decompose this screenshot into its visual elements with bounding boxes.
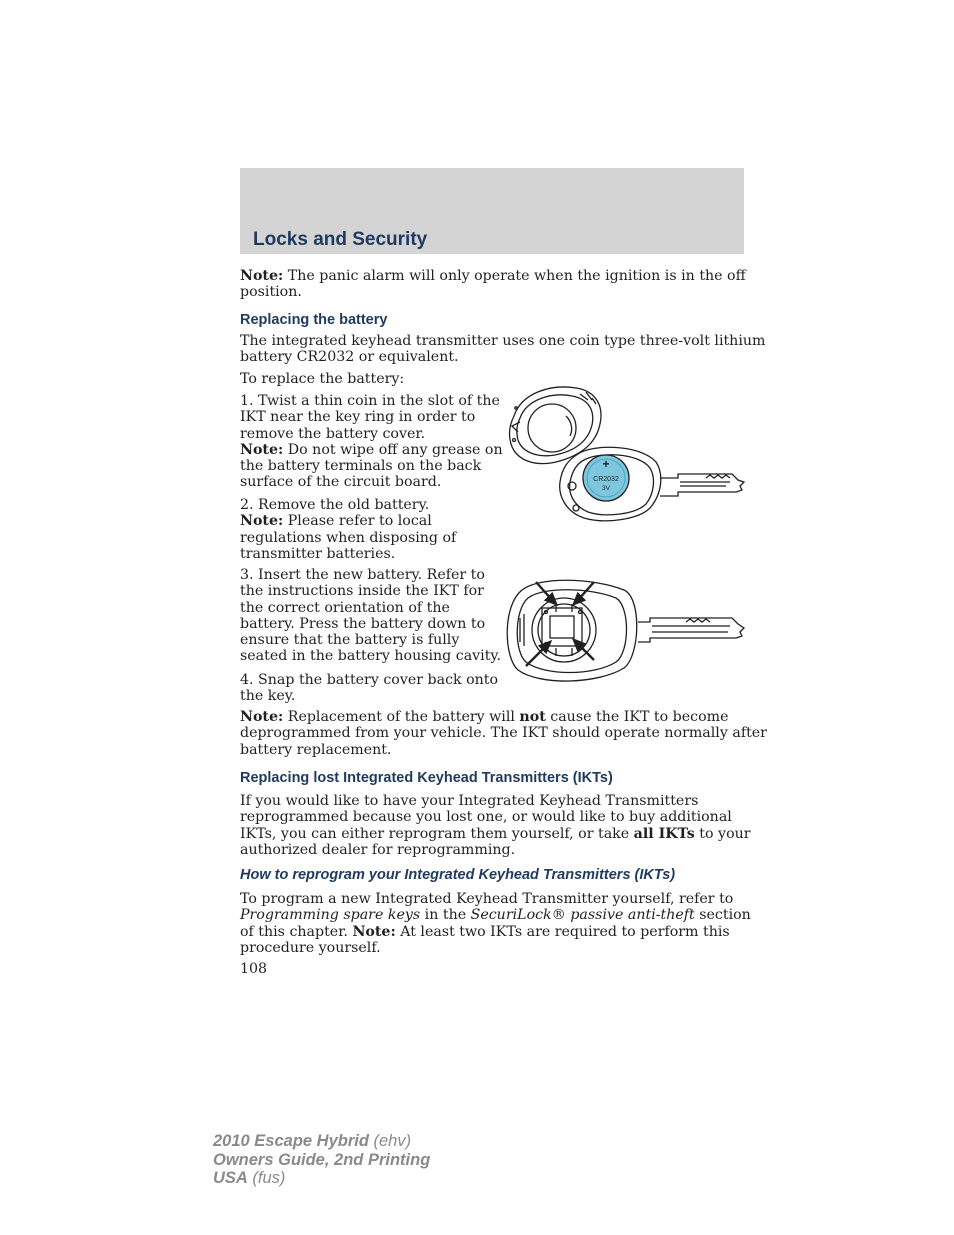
battery-intro: The integrated keyhead transmitter uses one coin type three-volt lithium battery CR2032 or equivalent. (240, 333, 766, 366)
page-number: 108 (240, 961, 268, 977)
footer-model-line: 2010 Escape Hybrid (ehv) (213, 1132, 412, 1150)
step-2: 2. Remove the old battery. Note: Please refer to local regulations when disposing of transmitter batteries. (240, 497, 457, 562)
footer (213, 1132, 430, 1188)
to-replace-label: To replace the battery: (240, 371, 405, 387)
battery-voltage-label: 3V (602, 485, 610, 492)
battery-insert-illustration (500, 576, 748, 688)
step-3: 3. Insert the new battery. Refer to the instructions inside the IKT for the correct orientation of the battery. Press the battery down to ensure that the battery is fully seated in the battery housing cavity. (240, 567, 502, 665)
footer-region-line: USA (fus) (213, 1169, 286, 1187)
step-1: 1. Twist a thin coin in the slot of the IKT near the key ring in order to remove the battery cover. Note: Do not wipe off any grease on the battery terminals on the back surface of the circuit board. (240, 393, 503, 491)
note-panic-alarm: Note: The panic alarm will only operate when the ignition is in the off position. (240, 268, 746, 301)
note-battery-replacement: Note: Replacement of the battery will not cause the IKT to become deprogrammed from your vehicle. The IKT should operate normally after battery replacement. (240, 709, 767, 758)
heading-replacing-battery: Replacing the battery (240, 312, 388, 328)
heading-replacing-lost-ikts: Replacing lost Integrated Keyhead Transmitters (IKTs) (240, 770, 613, 786)
lost-ikts-text: If you would like to have your Integrated Keyhead Transmitters reprogrammed because you lost one, or would like to buy additional IKTs, you can either reprogram them yourself, or take all IKTs to your authorized dealer for reprogramming. (240, 793, 751, 858)
section-title: Locks and Security (253, 229, 428, 250)
reprogram-text: To program a new Integrated Keyhead Transmitter yourself, refer to Programming spare keys in the SecuriLock® passive anti-theft section of this chapter. Note: At least two IKTs are required to perform this procedure yourself. (240, 891, 751, 956)
battery-cover-key-illustration (500, 378, 748, 528)
footer-guide-line: Owners Guide, 2nd Printing (213, 1150, 431, 1169)
step-4: 4. Snap the battery cover back onto the key. (240, 672, 499, 705)
battery-plus-sign: + (602, 457, 610, 471)
battery-model-label: CR2032 (593, 476, 619, 483)
heading-how-to-reprogram: How to reprogram your Integrated Keyhead Transmitters (IKTs) (240, 867, 676, 883)
